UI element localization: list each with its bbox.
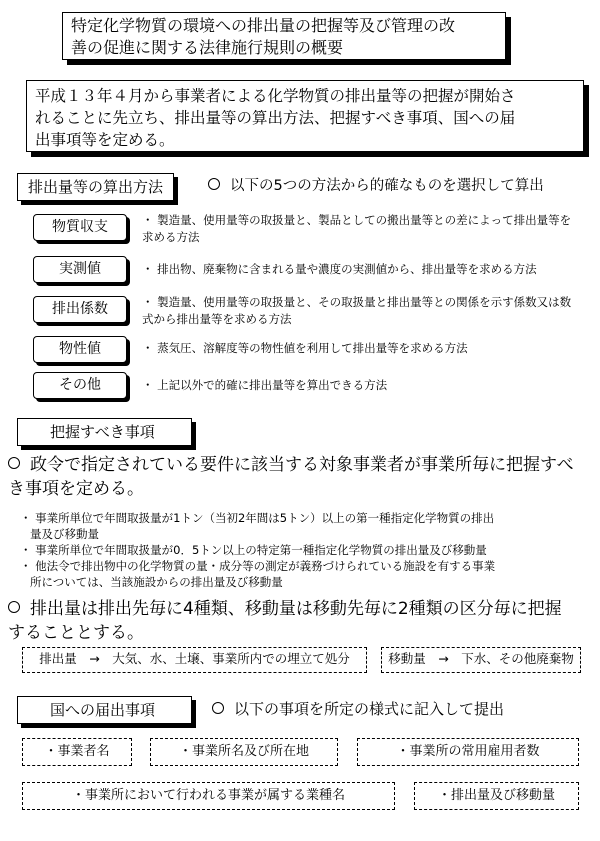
report-item-site-name-address: ・事業所名及び所在地 (150, 738, 338, 766)
report-heading-text: 国への届出事項 (50, 701, 156, 719)
title-line-1: 特定化学物質の環境への排出量の把握等及び管理の改 (71, 16, 456, 35)
circle-bullet-icon (208, 178, 220, 190)
report-section-heading (17, 696, 192, 724)
circle-bullet-icon (8, 457, 20, 469)
grasp-bullet-1-line-1: ・ 事業所単位で年間取扱量が1トン（当初2年間は5トン）以上の第一種指定化学物質の排出 (20, 511, 495, 525)
method-measured-desc: ・ 排出物、廃棄物に含まれる量や濃度の実測値から、排出量等を求める方法 (142, 262, 537, 276)
grasp-main-line-1: 政令で指定されている要件に該当する対象事業者が事業所毎に把握すべ (30, 455, 574, 475)
grasp-bullet-3-line-1: ・ 他法令で排出物中の化学物質の量・成分等の測定が義務づけられている施設を有する事業 (20, 559, 496, 573)
method-physical-property: 物性値 (33, 336, 127, 363)
grasp-heading-text: 把握すべき事項 (50, 423, 155, 441)
grasp-main-line-2: き事項を定める。 (8, 479, 144, 499)
grasp-main-text (8, 453, 594, 501)
intro-line-1: 平成１３年４月から事業者による化学物質の排出量等の把握が開始さ (35, 87, 516, 105)
report-item-company-name: ・事業者名 (22, 738, 132, 766)
method-other: その他 (33, 372, 127, 399)
method-emission-factor: 排出係数 (33, 296, 127, 323)
grasp-sub-line-1: 排出量は排出先毎に4種類、移動量は移動先毎に2種類の区分毎に把握 (30, 599, 562, 619)
grasp-bullet-3-line-2: 所については、当該施設からの排出量及び移動量 (30, 575, 283, 589)
grasp-bullet-2-line-1: ・ 事業所単位で年間取扱量が0．5トン以上の特定第一種指定化学物質の排出量及び移動量 (20, 543, 487, 557)
calc-section-note (208, 176, 544, 196)
method-mass-balance: 物質収支 (33, 214, 127, 241)
calc-section-heading: 排出量等の算出方法 (17, 173, 174, 201)
grasp-sub-line-2: することとする。 (8, 623, 144, 643)
report-note-text: 以下の事項を所定の様式に記入して提出 (234, 700, 505, 718)
circle-bullet-icon (8, 601, 20, 613)
grasp-section-heading (17, 418, 192, 446)
title-line-2: 善の促進に関する法律施行規則の概要 (71, 38, 344, 57)
grasp-bullet-1-line-2: 量及び移動量 (30, 527, 99, 541)
report-item-industry-type: ・事業所において行われる事業が属する業種名 (22, 782, 395, 810)
calc-note-text: 以下の5つの方法から的確なものを選択して算出 (230, 178, 544, 194)
intro-box (26, 80, 584, 152)
circle-bullet-icon (212, 702, 224, 714)
intro-line-3: 出事項等を定める。 (35, 131, 175, 149)
grasp-sub-text (8, 597, 594, 645)
report-item-employee-count: ・事業所の常用雇用者数 (357, 738, 579, 766)
method-mass-balance-desc: ・ 製造量、使用量等の取扱量と、製品としての搬出量等との差によって排出量等を求める方法 (142, 213, 572, 244)
report-section-note (212, 699, 504, 719)
intro-line-2: れることに先立ち、排出量等の算出方法、把握すべき事項、国への届 (35, 109, 516, 127)
grasp-bullet-list (20, 510, 590, 590)
method-emission-factor-desc: ・ 製造量、使用量等の取扱量と、その取扱量と排出量等との関係を示す係数又は数式から排出量等を求める方法 (142, 295, 572, 326)
transfer-categories-box: 移動量 → 下水、その他廃棄物 (381, 647, 581, 673)
method-other-desc: ・ 上記以外で的確に排出量等を算出できる方法 (142, 378, 388, 392)
method-physical-property-desc: ・ 蒸気圧、溶解度等の物性値を利用して排出量等を求める方法 (142, 341, 468, 355)
emission-categories-box: 排出量 → 大気、水、土壌、事業所内での埋立て処分 (22, 647, 367, 673)
method-measured: 実測値 (33, 256, 127, 283)
title-box (62, 12, 506, 60)
report-item-emission-transfer: ・排出量及び移動量 (414, 782, 579, 810)
